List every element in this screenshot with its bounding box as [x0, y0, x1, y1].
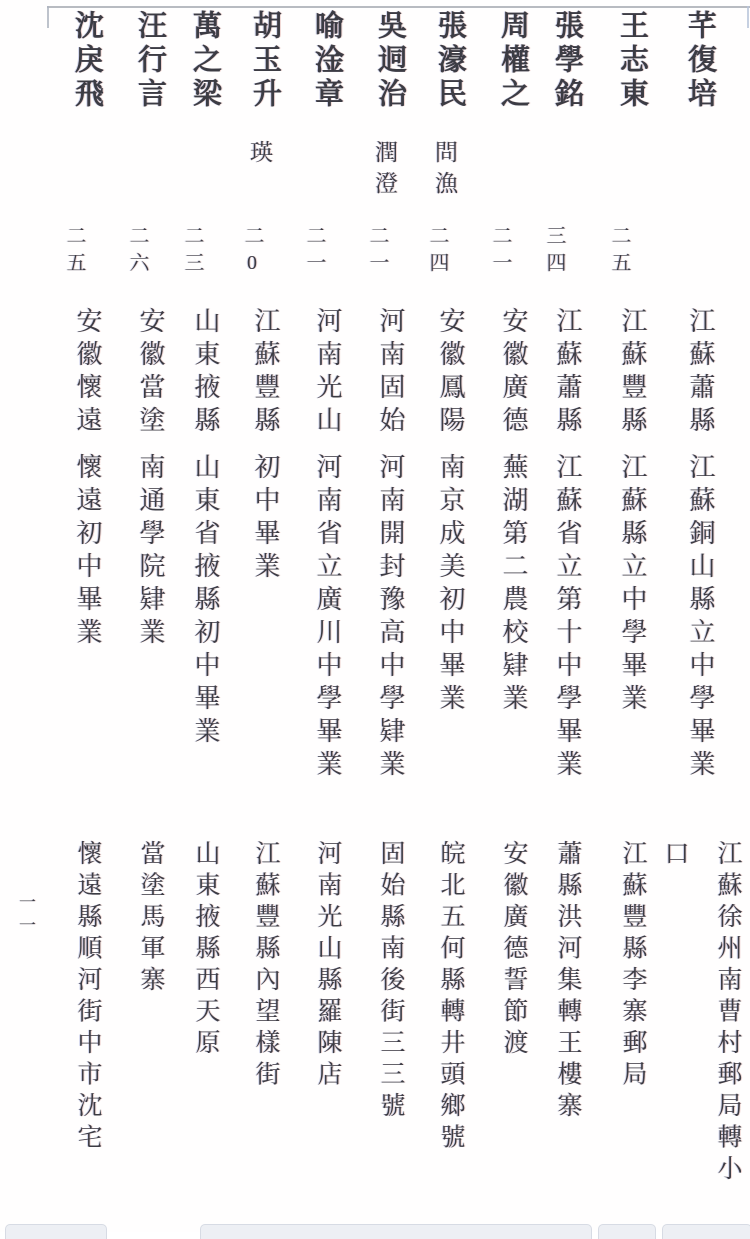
origin-text: 江蘇豐縣 — [618, 307, 647, 439]
top-rule-right-tick — [747, 6, 749, 28]
person-column — [56, 0, 118, 1232]
person-name: 萬之梁 — [189, 10, 221, 112]
school-text: 江蘇銅山縣立中學畢業 — [686, 453, 715, 783]
person-column — [661, 0, 741, 1232]
school-text: 南京成美初中畢業 — [436, 453, 465, 717]
origin-text: 安徽懷遠 — [73, 307, 102, 439]
origin-school — [174, 307, 236, 750]
origin-text: 江蘇豐縣 — [251, 307, 280, 439]
origin-text: 河南光山 — [313, 307, 342, 439]
person-column — [119, 0, 181, 1232]
address-text: 河南光山縣羅陳店 — [314, 840, 341, 1092]
origin-school — [234, 307, 296, 585]
origin-school — [119, 307, 181, 651]
school-text: 初中畢業 — [251, 453, 280, 585]
school-text: 江蘇省立第十中學畢業 — [553, 453, 582, 783]
address-text: 蕭縣洪河集轉王樓寨 — [554, 840, 581, 1124]
origin-text: 江蘇蕭縣 — [553, 307, 582, 439]
address-text: 懷遠縣順河街中市沈宅 — [74, 840, 101, 1155]
origin-text: 河南固始 — [376, 307, 405, 439]
age-value: 三四 — [543, 225, 565, 279]
person-column — [536, 0, 598, 1232]
address-text: 江蘇徐州南曹村郵局轉小口 — [661, 840, 741, 1187]
origin-text: 江蘇蕭縣 — [686, 307, 715, 439]
age-value: 二五 — [63, 225, 85, 279]
age-value: 二四 — [426, 225, 448, 279]
origin-school — [536, 307, 598, 783]
person-name: 汪行言 — [134, 10, 166, 112]
school-text: 河南省立廣川中學畢業 — [313, 453, 342, 783]
courtesy-name: 潤澄 — [372, 140, 397, 202]
person-column — [419, 0, 481, 1232]
age-value: 二五 — [608, 225, 630, 279]
person-name: 王志東 — [616, 10, 648, 112]
age-value: 二一 — [303, 225, 325, 279]
age-value: 二一 — [489, 225, 511, 279]
age-value: 二0 — [241, 225, 263, 281]
origin-school — [669, 307, 731, 783]
origin-school — [56, 307, 118, 651]
person-name: 張濠民 — [434, 10, 466, 112]
courtesy-name: 瑛 — [247, 140, 272, 171]
person-name: 喻淦章 — [311, 10, 343, 112]
address-text: 皖北五何縣轉井頭鄉號 — [437, 840, 464, 1155]
page-number: 一一 — [16, 893, 35, 939]
person-column — [601, 0, 663, 1232]
school-text: 南通學院肄業 — [136, 453, 165, 651]
school-text: 懷遠初中畢業 — [73, 453, 102, 651]
address-text: 江蘇豐縣李寨郵局 — [619, 840, 646, 1092]
person-name: 張學銘 — [551, 10, 583, 112]
person-column — [359, 0, 421, 1232]
address-text: 江蘇豐縣內望樣街 — [252, 840, 279, 1092]
top-rule-left-tick — [47, 6, 49, 28]
school-text: 山東省掖縣初中畢業 — [191, 453, 220, 750]
address-text: 山東掖縣西天原 — [192, 840, 219, 1061]
origin-text: 安徽當塗 — [136, 307, 165, 439]
origin-school — [296, 307, 358, 783]
person-name: 沈戾飛 — [71, 10, 103, 112]
origin-school — [601, 307, 663, 717]
person-name: 芊復培 — [684, 10, 716, 112]
age-value: 二一 — [366, 225, 388, 279]
person-name: 吳迵治 — [374, 10, 406, 112]
address-text: 安徽廣德誓節渡 — [500, 840, 527, 1061]
age-value: 二六 — [126, 225, 148, 279]
school-text: 河南開封豫高中學肄業 — [376, 453, 405, 783]
address-text: 固始縣南後街三三號 — [377, 840, 404, 1124]
origin-school — [419, 307, 481, 717]
school-text: 蕪湖第二農校肄業 — [499, 453, 528, 717]
origin-text: 山東掖縣 — [191, 307, 220, 439]
address-text: 當塗馬軍寨 — [137, 840, 164, 998]
person-name: 胡玉升 — [249, 10, 281, 112]
origin-text: 安徽廣德 — [499, 307, 528, 439]
school-text: 江蘇縣立中學畢業 — [618, 453, 647, 717]
origin-text: 安徽鳳陽 — [436, 307, 465, 439]
person-column — [234, 0, 296, 1232]
origin-school — [359, 307, 421, 783]
person-column — [482, 0, 544, 1232]
person-name: 周權之 — [497, 10, 529, 112]
person-column — [296, 0, 358, 1232]
person-column — [174, 0, 236, 1232]
origin-school — [482, 307, 544, 717]
age-value: 二三 — [181, 225, 203, 279]
courtesy-name: 問漁 — [432, 140, 457, 202]
